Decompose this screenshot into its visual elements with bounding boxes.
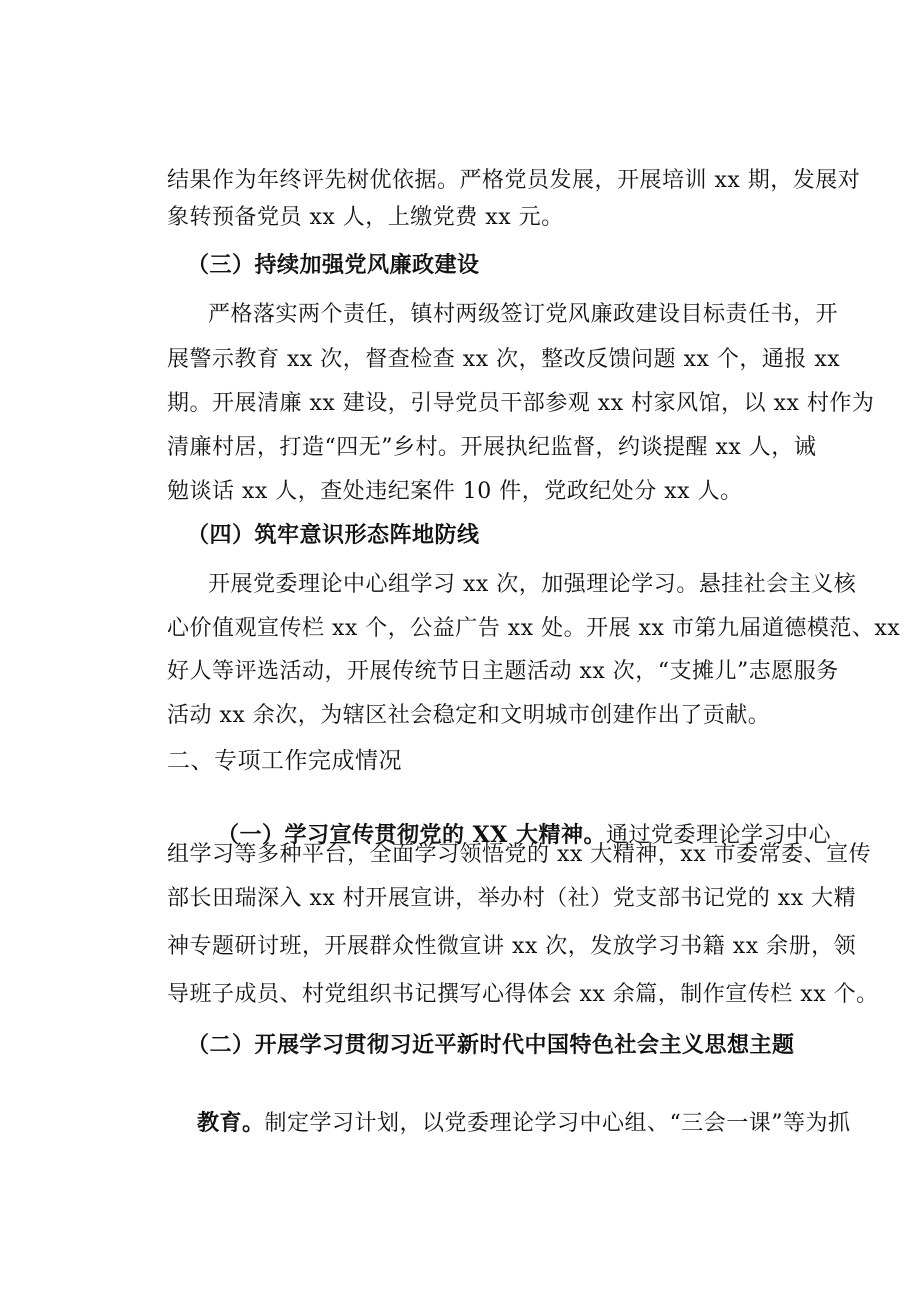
section-heading: （二）开展学习贯彻习近平新时代中国特色社会主义思想主题 [187, 1032, 795, 1058]
body-text-line: 结果作为年终评先树优依据。严格党员发展，开展培训 xx 期，发展对 [167, 168, 861, 193]
inline-text: 通过党委理论学习中心 [605, 823, 831, 848]
body-text-line: 活动 xx 余次，为辖区社会稳定和文明城市创建作出了贡献。 [167, 703, 771, 728]
body-text-line [167, 1078, 920, 1136]
body-text-line: 严格落实两个责任，镇村两级签订党风廉政建设目标责任书，开 [208, 302, 839, 327]
body-text-line: 导班子成员、村党组织书记撰写心得体会 xx 余篇，制作宣传栏 xx 个。 [167, 982, 879, 1007]
section-heading: （四）筑牢意识形态阵地防线 [187, 522, 480, 548]
body-text-line: 组学习等多种平台，全面学习领悟党的 xx 大精神，xx 市委常委、宣传 [167, 842, 872, 867]
body-text-line: 好人等评选活动，开展传统节日主题活动 xx 次，“支摊儿”志愿服务 [167, 659, 839, 684]
body-text-line: 心价值观宣传栏 xx 个，公益广告 xx 处。开展 xx 市第九届道德模范、xx [167, 616, 901, 641]
body-text-line: 勉谈话 xx 人，查处违纪案件 10 件，党政纪处分 xx 人。 [167, 479, 743, 504]
body-text-line: 神专题研讨班，开展群众性微宣讲 xx 次，发放学习书籍 xx 余册，领 [167, 934, 857, 959]
inline-heading: 教育。 [196, 1110, 265, 1136]
body-text-line: 清廉村居，打造“四无”乡村。开展执纪监督，约谈提醒 xx 人，诫 [167, 435, 817, 460]
section-heading: （三）持续加强党风廉政建设 [187, 252, 480, 278]
inline-heading: （一）学习宣传贯彻党的 XX 大精神。 [216, 822, 606, 848]
body-text-line: 象转预备党员 xx 人，上缴党费 xx 元。 [167, 205, 564, 230]
inline-text: 制定学习计划，以党委理论学习中心组、“三会一课”等为抓 [264, 1111, 851, 1136]
chapter-heading: 二、专项工作完成情况 [167, 748, 402, 774]
body-text-line: 开展党委理论中心组学习 xx 次，加强理论学习。悬挂社会主义核 [208, 572, 857, 597]
body-text-line: 部长田瑞深入 xx 村开展宣讲，举办村（社）党支部书记党的 xx 大精 [167, 886, 857, 911]
body-text-line [187, 790, 920, 848]
body-text-line: 展警示教育 xx 次，督查检查 xx 次，整改反馈问题 xx 个，通报 xx [167, 347, 841, 372]
body-text-line: 期。开展清廉 xx 建设，引导党员干部参观 xx 村家风馆，以 xx 村作为 [167, 391, 875, 416]
